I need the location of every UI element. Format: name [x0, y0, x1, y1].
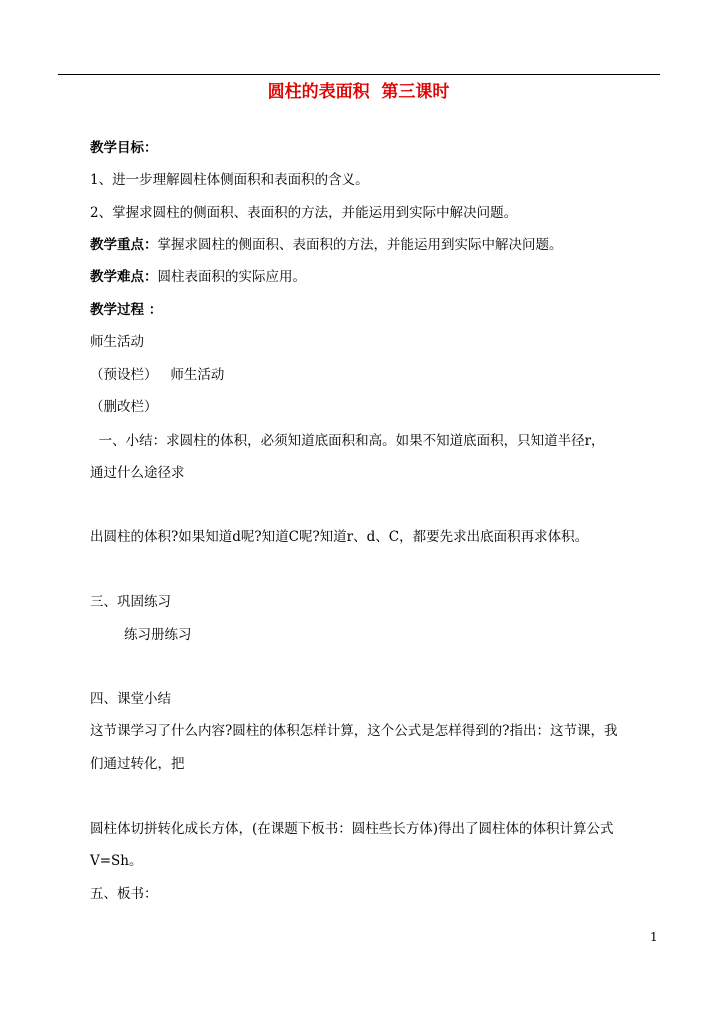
difficulty-label: 教学难点：	[90, 269, 158, 285]
key-point	[90, 235, 563, 255]
section-3-item: 练习册练习	[124, 627, 192, 643]
objective-1: 1、进一步理解圆柱体侧面积和表面积的含义。	[90, 172, 369, 188]
difficulty-text: 圆柱表面积的实际应用。	[157, 269, 306, 285]
section-4-heading: 四、课堂小结	[90, 691, 171, 707]
revise-column-label: （删改栏）	[90, 399, 158, 415]
key-point-text: 掌握求圆柱的侧面积、表面积的方法，并能运用到实际中解决问题。	[157, 237, 563, 253]
objective-2: 2、掌握求圆柱的侧面积、表面积的方法，并能运用到实际中解决问题。	[90, 205, 518, 221]
key-point-label: 教学重点：	[90, 237, 158, 253]
header-rule	[58, 74, 660, 75]
summary-line-2: 通过什么途径求	[90, 465, 185, 481]
preset-column-label: （预设栏） 师生活动	[90, 367, 225, 383]
objectives-heading: 教学目标：	[90, 140, 158, 156]
difficulty	[90, 267, 306, 287]
summary-line-1: 一、小结：求圆柱的体积，必须知道底面积和高。如果不知道底面积，只知道半径r，	[90, 433, 605, 449]
section-3-heading: 三、巩固练习	[90, 594, 171, 610]
section-4-line-1: 这节课学习了什么内容?圆柱的体积怎样计算，这个公式是怎样得到的?指出：这节课，我	[90, 723, 618, 739]
process-heading: 教学过程 ：	[90, 302, 163, 318]
section-4-line-2: 们通过转化，把	[90, 756, 185, 772]
summary-line-3: 出圆柱的体积?如果知道d呢?知道C呢?知道r、d、C，都要先求出底面积再求体积。	[90, 529, 589, 545]
document-title: 圆柱的表面积 第三课时	[267, 82, 450, 102]
page-number: 1	[650, 930, 658, 944]
activity-label: 师生活动	[90, 334, 144, 350]
section-4-line-3: 圆柱体切拼转化成长方体，(在课题下板书：圆柱些长方体)得出了圆柱体的体积计算公式	[90, 821, 614, 837]
section-5-heading: 五、板书：	[90, 886, 158, 902]
section-4-line-4: V=Sh。	[90, 853, 143, 869]
